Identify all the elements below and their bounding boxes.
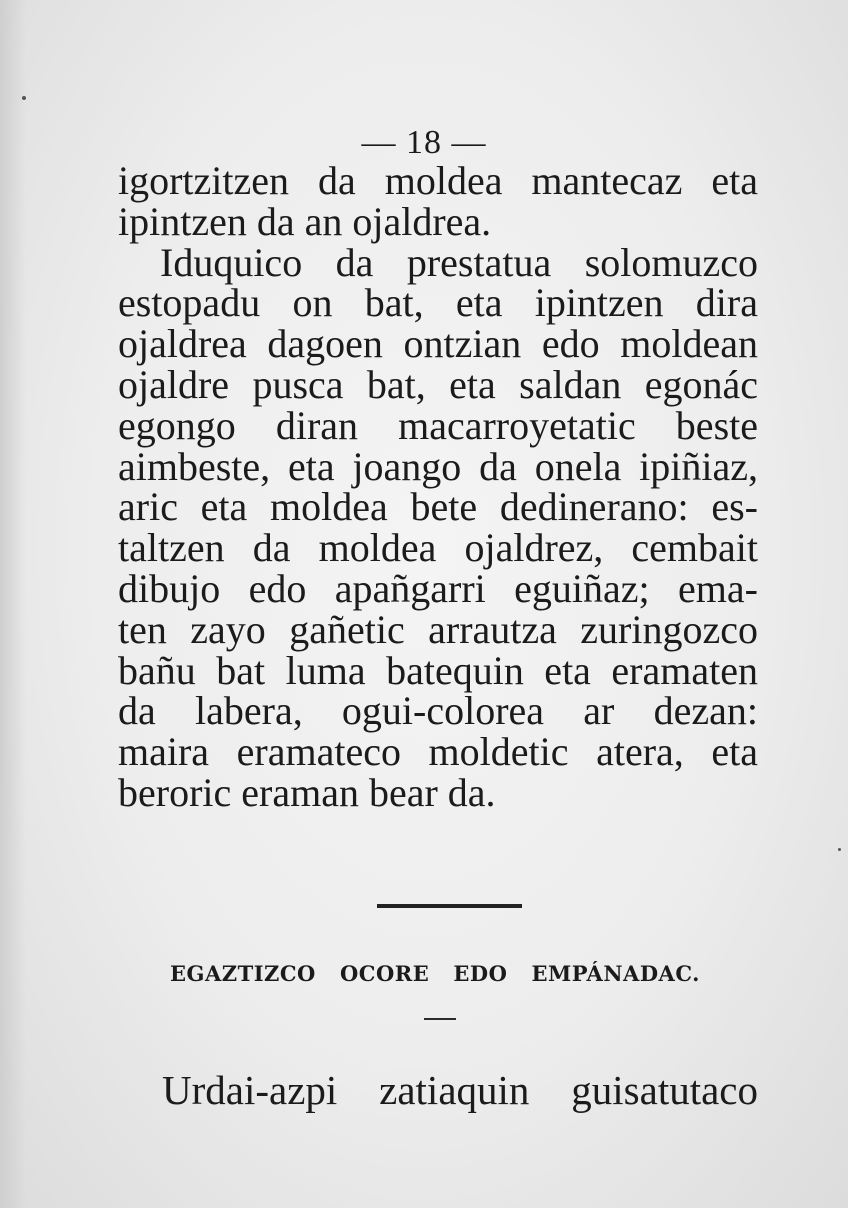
text-line: egongo diran macarroyetatic beste — [118, 402, 758, 448]
text-line: estopadu on bat, eta ipintzen dira — [118, 280, 758, 326]
page-gutter-shadow — [0, 0, 26, 1208]
paper-speck — [22, 96, 26, 100]
text-line: maira eramateco moldetic atera, eta — [118, 729, 758, 775]
text-line: taltzen da moldea ojaldrez, cembait — [118, 525, 758, 571]
text-line: Iduquico da prestatua solomuzco — [160, 239, 758, 285]
text-line: aimbeste, eta joango da onela ipiñiaz, — [118, 443, 758, 489]
final-text-line: Urdai-azpi zatiaquin guisatutaco — [162, 1067, 758, 1113]
section-divider — [377, 904, 522, 908]
recipe-body-text — [118, 158, 758, 815]
text-line: aric eta moldea bete dedinerano: es- — [118, 484, 758, 530]
text-line: bañu bat luma batequin eta eramaten — [118, 647, 758, 693]
text-line: ipintzen da an ojaldrea. — [118, 198, 492, 244]
section-heading: EGAZTIZCO OCORE EDO EMPÁNADAC. — [170, 961, 700, 986]
text-line: ten zayo gañetic arrautza zuringozco — [118, 606, 758, 652]
paper-speck — [838, 848, 841, 851]
text-line: ojaldrea dagoen ontzian edo moldean — [118, 321, 758, 367]
text-line: igortzitzen da moldea mantecaz eta — [118, 158, 758, 203]
text-line: da labera, ogui-colorea ar dezan: — [118, 688, 758, 734]
text-line: beroric eraman bear da. — [118, 769, 496, 815]
text-line: ojaldre pusca bat, eta saldan egonác — [118, 361, 758, 407]
page-number: — 18 — — [361, 124, 487, 161]
heading-underline — [424, 1018, 456, 1020]
text-line: dibujo edo apañgarri eguiñaz; ema- — [118, 565, 758, 611]
